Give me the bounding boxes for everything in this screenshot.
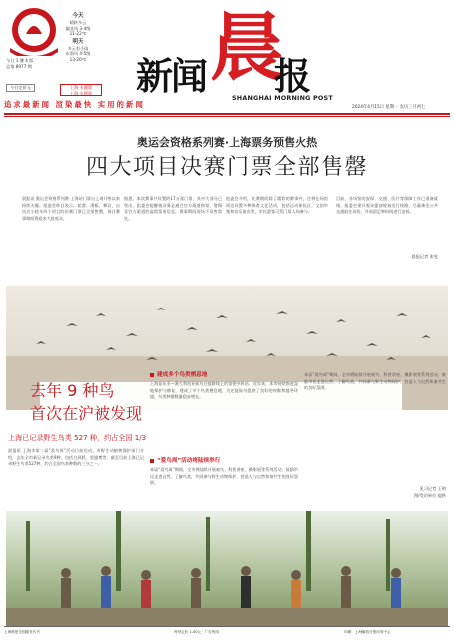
masthead-rule xyxy=(4,113,450,115)
square-bullet-icon xyxy=(150,373,154,377)
birds-right-column: 本届“爱鸟周”期间，全市将陆续开展观鸟、科普讲座、摄影展等系列活动，鼓励市民走进自然、了解鸟类，共同参与野生动物保护，营造人与自然和谐共生的良好氛围。 xyxy=(304,372,446,391)
weather-today-3: 11-22℃ xyxy=(69,31,87,37)
footer-left: 上海晨报全国邮发代号 xyxy=(4,630,40,634)
lead-column-4: 目前，各场馆的安保、交通、医疗等保障工作已准备就绪。组委会建议观众提前规划出行线路，尽量乘坐公共交通前往场馆，并预留足够时间进行安检。 xyxy=(336,196,438,215)
birdwatchers-illustration xyxy=(6,511,448,626)
weather-today-label: 今天 xyxy=(72,13,84,19)
birds-headline-line2: 首次在沪被发现 xyxy=(30,404,143,423)
issue-line-1: 今日 1 叠 4 版 xyxy=(6,58,34,63)
weather-box xyxy=(58,12,98,63)
lead-kicker: 奥运会资格系列赛·上海票务预售火热 xyxy=(136,136,318,149)
ad-box-line2: 上海·专题版 xyxy=(69,90,93,96)
weather-tomorrow-label: 明天 xyxy=(72,38,84,45)
masthead-slogan: 追求最新闻 渲染最快 实用的新闻 xyxy=(4,100,145,109)
birdwatchers-photo xyxy=(6,511,448,626)
ad-box[interactable] xyxy=(60,84,102,96)
weather-today-1: 晴转多云 xyxy=(69,20,87,25)
weather-tomorrow-1: 多云有小雨 xyxy=(67,45,89,51)
birds-subhead: 上海已记录野生鸟类 527 种，约占全国 1/3 xyxy=(8,433,147,442)
birds-section-1-title xyxy=(150,370,207,378)
birds-section-1-title-text: 建成多个鸟类栖息地 xyxy=(157,372,208,378)
masthead-title-chen: 晨 xyxy=(210,5,284,91)
price-stamp: 今日定价元 xyxy=(6,84,35,92)
masthead-english-name: SHANGHAI MORNING POST xyxy=(232,94,333,102)
weather-tomorrow-3: 13-20℃ xyxy=(69,56,87,62)
birds-section-2-body: 本届“爱鸟周”期间，全市将陆续开展观鸟、科普讲座、摄影展等系列活动，鼓励市民走进自然、了解鸟类，共同参与野生动物保护，营造人与自然和谐共生的良好氛围。 xyxy=(150,467,298,486)
lead-column-2: 据悉，本次赛事共设置约17万张门票，其中大部分已售出。组委会提醒观众务必通过官方渠道购票，警惕非官方渠道的虚假票务信息，赛事期间现场不设售票处。 xyxy=(124,196,222,221)
lead-column-3: 组委会介绍，比赛期间除了精彩的赛事外，还将在场馆周边设置多种体育文化活动，包括运动体验区、文创市集和音乐演出等，市民游客可凭门票入场参与。 xyxy=(226,196,328,215)
birds-headline-line1: 去年 9 种鸟 xyxy=(30,381,115,400)
birds-intro: 晨报讯 上海市第二届“爱鸟周”活动日前启动。市野生动植物保护部门介绍，去年全市新记录鸟类9种，包括白颈鸦、黑翅鸢等，截至目前上海已记录野生鸟类527种，约占全国鸟类种数的三分之一。 xyxy=(8,448,144,467)
footer-rule xyxy=(4,626,450,627)
issue-line-2: 总第 8977 期 xyxy=(6,64,32,69)
weather-tomorrow-2: 东南风 4-5级 xyxy=(65,51,91,57)
lead-byline: 晨报记者 张雯 xyxy=(411,254,438,259)
masthead-title-bao: 报 xyxy=(274,54,311,98)
weather-today-2: 偏北风 3-4级 xyxy=(65,25,91,31)
masthead-dateline: 2024年4月15日 星期一 农历三月初七 xyxy=(352,105,426,110)
birds-section-2-title-text: “爱鸟周”活动将陆续举行 xyxy=(157,458,221,464)
birds-photo-credit: 图/受访单位 提供 xyxy=(413,493,446,498)
lead-column-1: 晨报讯 奥运会资格系列赛·上海站门票自上周开售以来持续火爆。组委会昨日表示，轮滑、滑板、攀岩、自由式小轮车四个项目的决赛门票已全部售罄，预计赛事期间将迎来大批观众。 xyxy=(22,196,120,221)
square-bullet-icon xyxy=(150,459,154,463)
footer-right: 印刷：上海解放日报印务中心 xyxy=(344,630,391,634)
masthead-title-xinwen: 新闻 xyxy=(136,54,206,98)
lead-headline: 四大项目决赛门票全部售罄 xyxy=(85,155,368,180)
newspaper-emblem xyxy=(4,4,64,56)
birds-section-1-body: 上海是东亚—澳大利西亚候鸟迁徙路线上的重要中转站。近年来，本市持续推进湿地保护与修复，建成了多个鸟类栖息地，为迁徙候鸟提供了良好的停歇和越冬环境，鸟类种群数量稳步增长。 xyxy=(150,381,298,400)
birds-byline: 见习记者 王明 xyxy=(419,486,446,491)
masthead-rule-thin xyxy=(4,116,450,117)
footer-center: 每份定价 1.00元 · 广告热线 xyxy=(174,630,219,634)
birds-section-2-title xyxy=(150,456,220,464)
ad-box-line1: 上海·专题版 xyxy=(69,85,93,90)
